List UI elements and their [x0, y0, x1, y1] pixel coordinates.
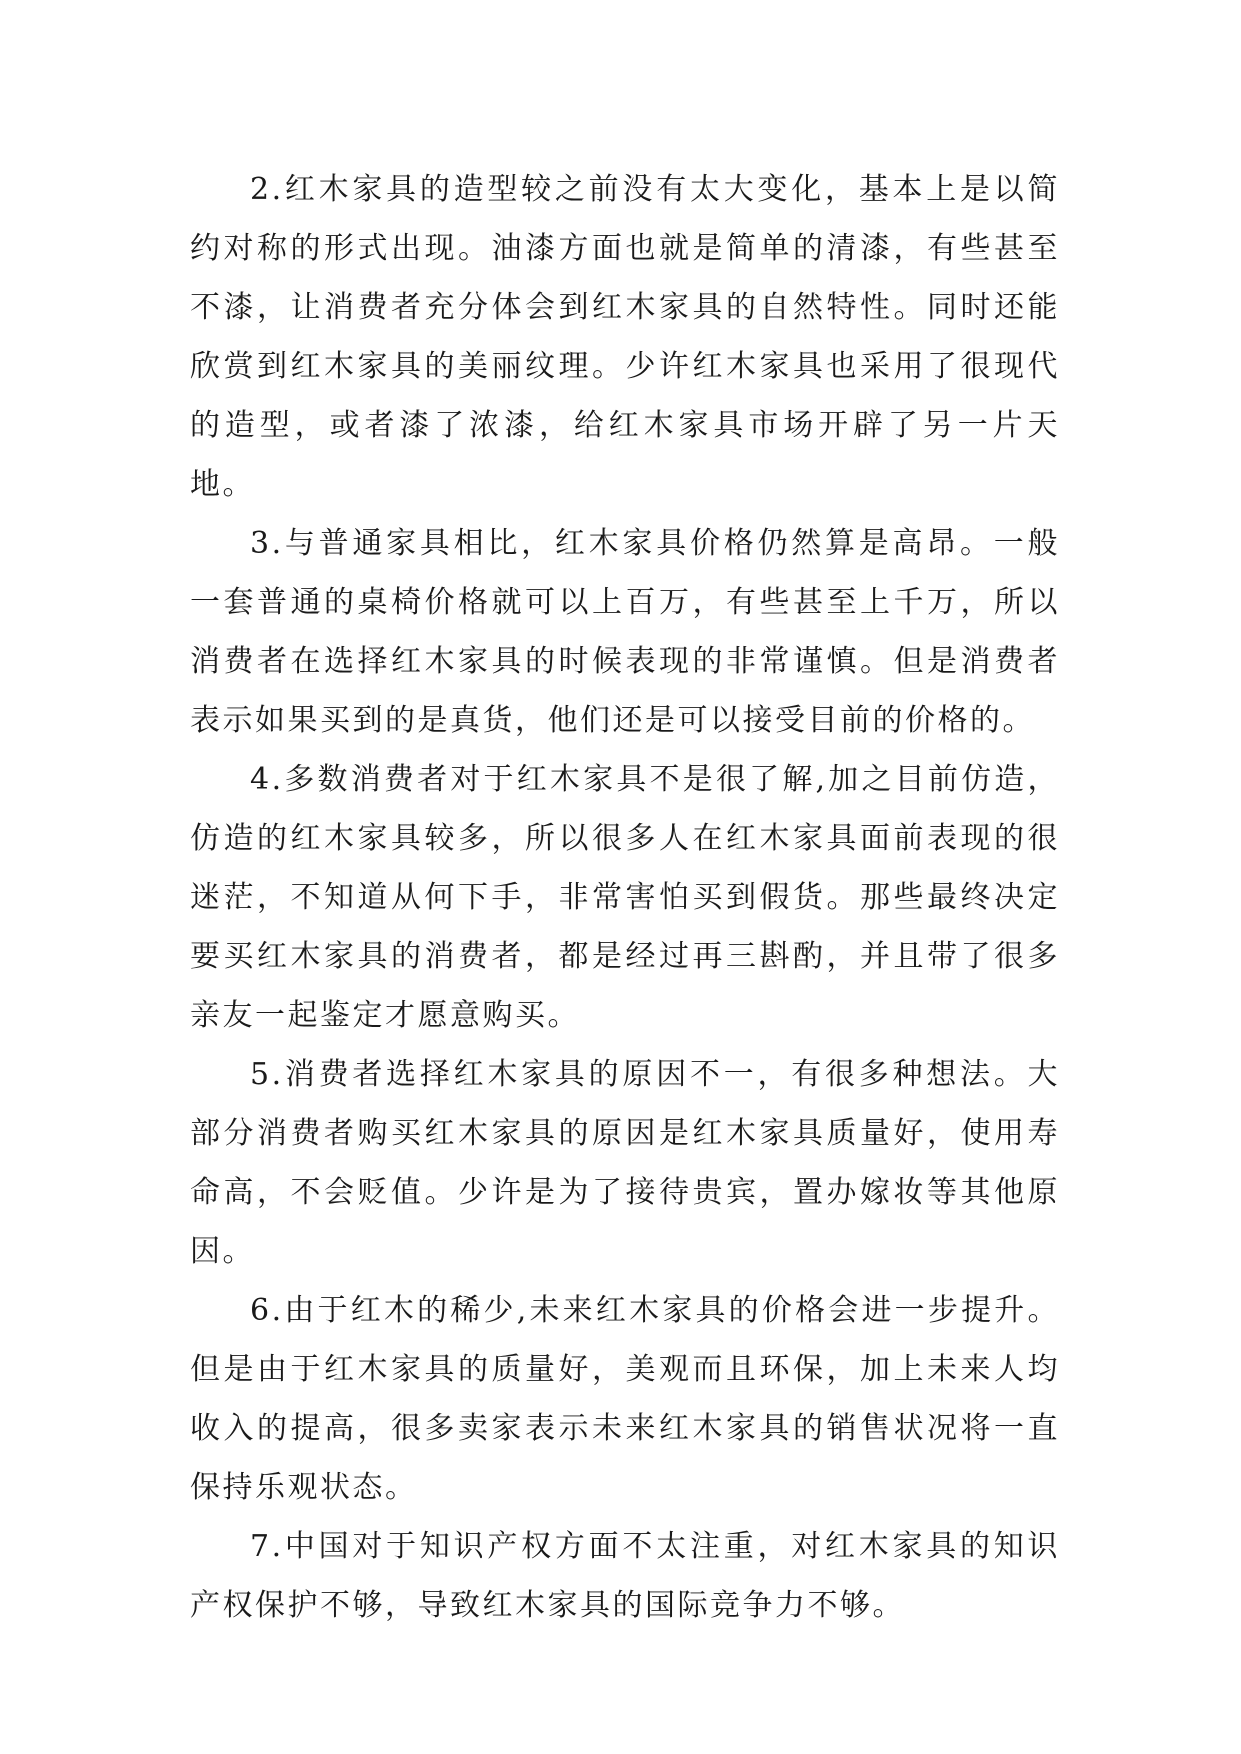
paragraph-2: 2.红木家具的造型较之前没有太大变化，基本上是以简约对称的形式出现。油漆方面也就是简单的清漆，有些甚至不漆，让消费者充分体会到红木家具的自然特性。同时还能欣赏到红木家具的美丽纹理。少许红木家具也采用了很现代的造型，或者漆了浓漆，给红木家具市场开辟了另一片天地。: [190, 172, 1060, 502]
paragraph-7: 7.中国对于知识产权方面不太注重，对红木家具的知识产权保护不够，导致红木家具的国际竞争力不够。: [190, 1529, 1060, 1623]
paragraph-5: 5.消费者选择红木家具的原因不一，有很多种想法。大部分消费者购买红木家具的原因是红木家具质量好，使用寿命高，不会贬值。少许是为了接待贵宾，置办嫁妆等其他原因。: [190, 1057, 1060, 1269]
paragraph-3: 3.与普通家具相比，红木家具价格仍然算是高昂。一般一套普通的桌椅价格就可以上百万，有些甚至上千万，所以消费者在选择红木家具的时候表现的非常谨慎。但是消费者表示如果买到的是真货，他们还是可以接受目前的价格的。: [190, 526, 1060, 738]
paragraph-4: 4.多数消费者对于红木家具不是很了解,加之目前仿造，仿造的红木家具较多，所以很多人在红木家具面前表现的很迷茫，不知道从何下手，非常害怕买到假货。那些最终决定要买红木家具的消费者，都是经过再三斟酌，并且带了很多亲友一起鉴定才愿意购买。: [190, 762, 1060, 1033]
paragraph-6: 6.由于红木的稀少,未来红木家具的价格会进一步提升。但是由于红木家具的质量好，美观而且环保，加上未来人均收入的提高，很多卖家表示未来红木家具的销售状况将一直保持乐观状态。: [190, 1293, 1060, 1505]
document-body: [190, 160, 1060, 1635]
